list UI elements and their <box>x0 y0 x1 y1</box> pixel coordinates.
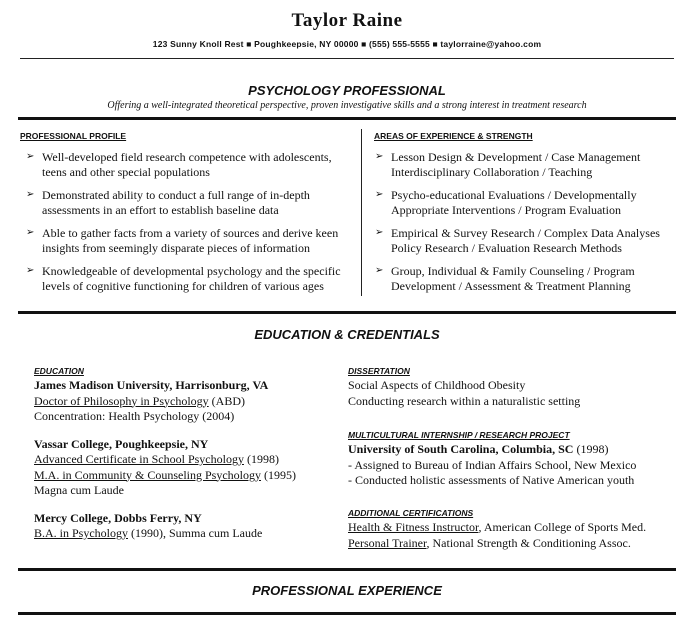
degree-line: B.A. in Psychology (1990), Summa cum Laude <box>34 526 263 540</box>
contact-line: 123 Sunny Knoll Rest ■ Poughkeepsie, NY 00000 ■ (555) 555-5555 ■ taylorraine@yahoo.com <box>152 39 542 49</box>
candidate-name: Taylor Raine <box>291 10 403 31</box>
areas-item: ➢ Psycho-educational Evaluations / Developmentally Appropriate Interventions / Program Evaluation <box>375 188 637 217</box>
internship-block <box>348 442 636 489</box>
arrow-bullet-icon: ➢ <box>26 189 35 200</box>
arrow-bullet-icon: ➢ <box>26 227 35 238</box>
honors-line: Magna cum Laude <box>34 483 124 497</box>
profile-item: ➢ Well-developed field research competence with adolescents, teens and other special populations <box>26 150 332 179</box>
column-divider <box>361 129 362 296</box>
areas-list <box>369 150 689 302</box>
summary-tagline: Offering a well-integrated theoretical perspective, proven investigative skills and a strong interest in treatment research <box>107 100 587 111</box>
degree-line: M.A. in Community & Counseling Psychology (1995) <box>34 467 297 482</box>
arrow-bullet-icon: ➢ <box>375 265 384 276</box>
summary-divider <box>18 117 676 120</box>
profile-list <box>20 150 360 302</box>
header-divider <box>20 58 674 59</box>
dissertation-desc: Conducting research within a naturalistic setting <box>348 393 581 408</box>
arrow-bullet-icon: ➢ <box>26 265 35 276</box>
education-title: EDUCATION & CREDENTIALS <box>254 327 440 342</box>
arrow-bullet-icon: ➢ <box>375 151 384 162</box>
internship-heading: MULTICULTURAL INTERNSHIP / RESEARCH PROJECT <box>348 430 570 440</box>
areas-item: ➢ Group, Individual & Family Counseling / Program Development / Assessment & Treatment Planning <box>375 264 635 293</box>
concentration-line: Concentration: Health Psychology (2004) <box>34 409 235 423</box>
experience-title: PROFESSIONAL EXPERIENCE <box>252 583 442 598</box>
arrow-bullet-icon: ➢ <box>375 189 384 200</box>
certification-line: Health & Fitness Instructor, American College of Sports Med. <box>348 520 647 534</box>
education-top-divider <box>18 311 676 314</box>
profile-heading: PROFESSIONAL PROFILE <box>20 131 127 141</box>
areas-item: ➢ Lesson Design & Development / Case Management Interdisciplinary Collaboration / Teaching <box>375 150 641 179</box>
education-left <box>34 378 296 542</box>
arrow-bullet-icon: ➢ <box>26 151 35 162</box>
experience-divider <box>18 612 676 615</box>
internship-school: University of South Carolina, Columbia, SC (1998) <box>348 442 609 456</box>
certificate-line: Advanced Certificate in School Psychology (1998) <box>34 452 279 466</box>
internship-detail: - Conducted holistic assessments of Native American youth <box>348 473 635 487</box>
school-name: James Madison University, Harrisonburg, VA <box>34 378 269 392</box>
education-heading: EDUCATION <box>34 366 84 376</box>
certifications-heading: ADDITIONAL CERTIFICATIONS <box>348 508 474 518</box>
areas-heading: AREAS OF EXPERIENCE & STRENGTH <box>374 131 533 141</box>
certification-line: Personal Trainer, National Strength & Conditioning Assoc. <box>348 535 631 550</box>
profile-item: ➢ Demonstrated ability to conduct a full range of in-depth assessments in an effort to establish baseline data <box>26 188 310 217</box>
profile-item: ➢ Able to gather facts from a variety of sources and derive keen insights from seemingly disparate pieces of information <box>26 226 339 255</box>
degree-line: Doctor of Philosophy in Psychology (ABD) <box>34 393 245 408</box>
dissertation-heading: DISSERTATION <box>348 366 410 376</box>
experience-top-divider <box>18 568 676 571</box>
dissertation-title: Social Aspects of Childhood Obesity <box>348 378 526 392</box>
summary-title: PSYCHOLOGY PROFESSIONAL <box>248 83 446 98</box>
internship-detail: - Assigned to Bureau of Indian Affairs School, New Mexico <box>348 457 637 472</box>
dissertation-block <box>348 378 580 409</box>
areas-item: ➢ Empirical & Survey Research / Complex Data Analyses Policy Research / Evaluation Research Methods <box>375 226 660 255</box>
school-name: Vassar College, Poughkeepsie, NY <box>34 436 209 451</box>
profile-item: ➢ Knowledgeable of developmental psychology and the specific levels of cognitive functioning for children of various ages <box>26 264 341 293</box>
school-name: Mercy College, Dobbs Ferry, NY <box>34 510 202 525</box>
arrow-bullet-icon: ➢ <box>375 227 384 238</box>
certifications-block <box>348 520 646 551</box>
